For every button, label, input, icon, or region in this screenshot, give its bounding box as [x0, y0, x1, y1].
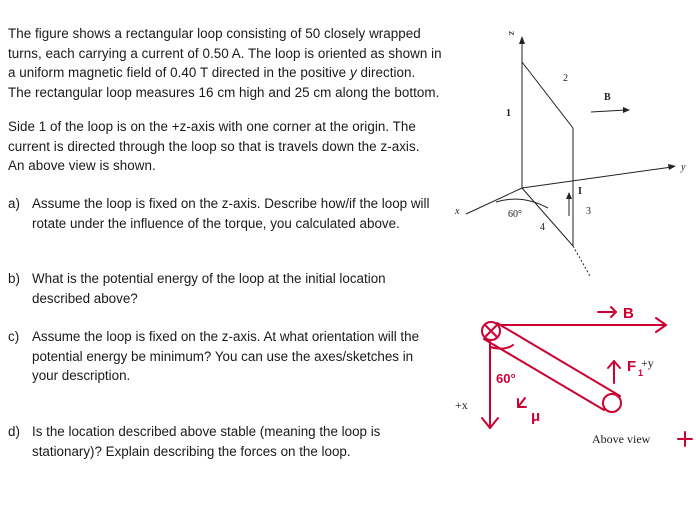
intro-line-2: turns, each carrying a current of 0.50 A. The loop is oriented as shown in	[8, 45, 442, 61]
above-view-caption: Above view	[592, 432, 651, 446]
intro-line-3: a uniform magnetic field of 0.40 T directed in the positive y direction.	[8, 65, 416, 80]
question-line: described above?	[32, 290, 138, 306]
force-label: F	[627, 358, 637, 375]
question-line: Assume the loop is fixed on the z-axis. Describe how/if the loop will	[32, 196, 430, 211]
loop-end-circle-dot	[603, 394, 621, 412]
question-line: rotate under the influence of the torque, you calculated above.	[32, 215, 400, 231]
intro-line-1: The figure shows a rectangular loop consisting of 50 closely wrapped	[8, 26, 421, 41]
question-label: c)	[8, 329, 20, 344]
side-4-label: 4	[540, 222, 545, 233]
side-2-label: 2	[563, 73, 568, 84]
current-label: I	[578, 186, 582, 197]
intro-line-4: The rectangular loop measures 16 cm high and 25 cm along the bottom.	[8, 84, 440, 100]
question-label: d)	[8, 424, 20, 439]
question-line: potential energy be minimum? You can use the axes/sketches in	[32, 348, 414, 364]
plus-y-label: +y	[641, 356, 654, 370]
question-line: Assume the loop is fixed on the z-axis. At what orientation will the	[32, 329, 420, 344]
moment-arrow	[518, 398, 525, 407]
question-label: b)	[8, 271, 20, 286]
y-axis-label: y	[681, 162, 686, 173]
angle-label: 60°	[508, 209, 522, 220]
question-line: your description.	[32, 368, 131, 383]
side-line-1: Side 1 of the loop is on the +z-axis with one corner at the origin. The	[8, 119, 416, 134]
side-3-label: 3	[586, 206, 591, 217]
side-line-2: current is directed through the loop so that is travels down the z-axis.	[8, 138, 420, 154]
x-axis-label: x	[455, 206, 460, 217]
mu-label: μ	[531, 408, 541, 425]
question-line: Is the location described above stable (meaning the loop is	[32, 424, 381, 439]
side-1-label: 1	[506, 108, 511, 119]
force-subscript: 1	[638, 368, 644, 378]
z-axis-label: z	[506, 31, 517, 36]
side-line-3: An above view is shown.	[8, 158, 156, 173]
angle-label-sketch: 60°	[496, 371, 516, 386]
b-field-label-sketch: B	[623, 305, 634, 322]
question-line: What is the potential energy of the loop at the initial location	[32, 271, 386, 286]
plus-x-label: +x	[455, 398, 468, 412]
question-label: a)	[8, 196, 20, 211]
b-field-label: B	[604, 92, 611, 103]
question-line: stationary)? Explain describing the forces on the loop.	[32, 443, 351, 459]
